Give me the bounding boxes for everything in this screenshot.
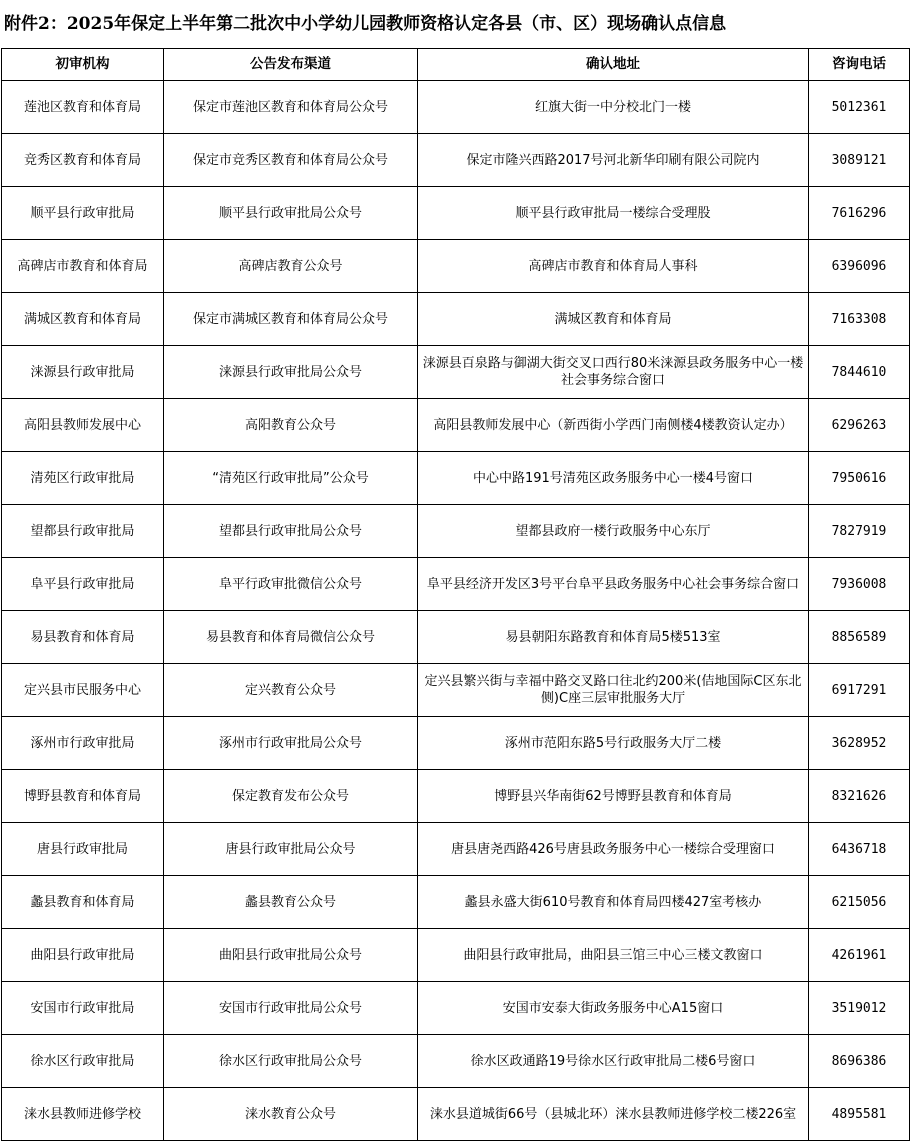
cell-reviewing-agency: 曲阳县行政审批局 (2, 929, 164, 982)
cell-announcement-channel: 易县教育和体育局微信公众号 (164, 611, 418, 664)
cell-reviewing-agency: 莲池区教育和体育局 (2, 81, 164, 134)
cell-phone: 7616296 (809, 187, 910, 240)
cell-confirmation-address: 阜平县经济开发区3号平台阜平县政务服务中心社会事务综合窗口 (418, 558, 809, 611)
cell-reviewing-agency: 定兴县市民服务中心 (2, 664, 164, 717)
header-confirmation-address: 确认地址 (418, 49, 809, 81)
header-announcement-channel: 公告发布渠道 (164, 49, 418, 81)
table-row (2, 929, 910, 982)
cell-reviewing-agency: 顺平县行政审批局 (2, 187, 164, 240)
cell-phone: 7844610 (809, 346, 910, 399)
cell-announcement-channel: 高碑店教育公众号 (164, 240, 418, 293)
table-row (2, 558, 910, 611)
cell-reviewing-agency: 徐水区行政审批局 (2, 1035, 164, 1088)
table-row (2, 1088, 910, 1141)
cell-announcement-channel: 唐县行政审批局公众号 (164, 823, 418, 876)
cell-phone: 8321626 (809, 770, 910, 823)
cell-confirmation-address: 曲阳县行政审批局，曲阳县三馆三中心三楼文教窗口 (418, 929, 809, 982)
cell-reviewing-agency: 满城区教育和体育局 (2, 293, 164, 346)
cell-reviewing-agency: 博野县教育和体育局 (2, 770, 164, 823)
cell-reviewing-agency: 竞秀区教育和体育局 (2, 134, 164, 187)
cell-phone: 7163308 (809, 293, 910, 346)
cell-confirmation-address: 顺平县行政审批局一楼综合受理股 (418, 187, 809, 240)
cell-phone: 8856589 (809, 611, 910, 664)
cell-confirmation-address: 红旗大街一中分校北门一楼 (418, 81, 809, 134)
table-row (2, 982, 910, 1035)
cell-phone: 6215056 (809, 876, 910, 929)
cell-confirmation-address: 中心中路191号清苑区政务服务中心一楼4号窗口 (418, 452, 809, 505)
cell-reviewing-agency: 唐县行政审批局 (2, 823, 164, 876)
cell-phone: 8696386 (809, 1035, 910, 1088)
cell-phone: 5012361 (809, 81, 910, 134)
cell-confirmation-address: 博野县兴华南街62号博野县教育和体育局 (418, 770, 809, 823)
cell-announcement-channel: 阜平行政审批微信公众号 (164, 558, 418, 611)
cell-reviewing-agency: 易县教育和体育局 (2, 611, 164, 664)
cell-reviewing-agency: 高碑店市教育和体育局 (2, 240, 164, 293)
cell-announcement-channel: 保定市莲池区教育和体育局公众号 (164, 81, 418, 134)
cell-confirmation-address: 易县朝阳东路教育和体育局5楼513室 (418, 611, 809, 664)
table-row (2, 823, 910, 876)
cell-confirmation-address: 徐水区政通路19号徐水区行政审批局二楼6号窗口 (418, 1035, 809, 1088)
cell-announcement-channel: 曲阳县行政审批局公众号 (164, 929, 418, 982)
cell-reviewing-agency: 清苑区行政审批局 (2, 452, 164, 505)
cell-announcement-channel: 涞源县行政审批局公众号 (164, 346, 418, 399)
cell-reviewing-agency: 涿州市行政审批局 (2, 717, 164, 770)
cell-confirmation-address: 保定市隆兴西路2017号河北新华印刷有限公司院内 (418, 134, 809, 187)
cell-announcement-channel: 保定教育发布公众号 (164, 770, 418, 823)
cell-announcement-channel: 安国市行政审批局公众号 (164, 982, 418, 1035)
cell-announcement-channel: 涿州市行政审批局公众号 (164, 717, 418, 770)
table-row (2, 664, 910, 717)
cell-confirmation-address: 望都县政府一楼行政服务中心东厅 (418, 505, 809, 558)
cell-confirmation-address: 涞源县百泉路与御湖大街交叉口西行80米涞源县政务服务中心一楼社会事务综合窗口 (418, 346, 809, 399)
cell-reviewing-agency: 望都县行政审批局 (2, 505, 164, 558)
table-row (2, 1035, 910, 1088)
cell-confirmation-address: 涞水县道城街66号（县城北环）涞水县教师进修学校二楼226室 (418, 1088, 809, 1141)
cell-phone: 4895581 (809, 1088, 910, 1141)
table-header-row (2, 49, 910, 81)
cell-reviewing-agency: 涞水县教师进修学校 (2, 1088, 164, 1141)
cell-confirmation-address: 蠡县永盛大街610号教育和体育局四楼427室考核办 (418, 876, 809, 929)
cell-announcement-channel: 涞水教育公众号 (164, 1088, 418, 1141)
table-row (2, 134, 910, 187)
cell-confirmation-address: 涿州市范阳东路5号行政服务大厅二楼 (418, 717, 809, 770)
cell-phone: 4261961 (809, 929, 910, 982)
cell-announcement-channel: 望都县行政审批局公众号 (164, 505, 418, 558)
cell-confirmation-address: 高碑店市教育和体育局人事科 (418, 240, 809, 293)
cell-reviewing-agency: 安国市行政审批局 (2, 982, 164, 1035)
cell-reviewing-agency: 阜平县行政审批局 (2, 558, 164, 611)
cell-announcement-channel: 高阳教育公众号 (164, 399, 418, 452)
table-row (2, 399, 910, 452)
cell-announcement-channel: 顺平县行政审批局公众号 (164, 187, 418, 240)
table-row (2, 505, 910, 558)
table-row (2, 240, 910, 293)
cell-phone: 3628952 (809, 717, 910, 770)
cell-announcement-channel: 保定市满城区教育和体育局公众号 (164, 293, 418, 346)
cell-phone: 3089121 (809, 134, 910, 187)
cell-announcement-channel: 保定市竞秀区教育和体育局公众号 (164, 134, 418, 187)
cell-confirmation-address: 满城区教育和体育局 (418, 293, 809, 346)
cell-announcement-channel: 定兴教育公众号 (164, 664, 418, 717)
table-row (2, 611, 910, 664)
cell-reviewing-agency: 高阳县教师发展中心 (2, 399, 164, 452)
cell-announcement-channel: 徐水区行政审批局公众号 (164, 1035, 418, 1088)
table-body (2, 81, 910, 1141)
page-title: 附件2：2025年保定上半年第二批次中小学幼儿园教师资格认定各县（市、区）现场确认点信息 (4, 14, 727, 34)
cell-phone: 6917291 (809, 664, 910, 717)
cell-confirmation-address: 安国市安泰大街政务服务中心A15窗口 (418, 982, 809, 1035)
table-row (2, 293, 910, 346)
table-row (2, 717, 910, 770)
cell-phone: 6396096 (809, 240, 910, 293)
table-header (2, 49, 910, 81)
cell-reviewing-agency: 涞源县行政审批局 (2, 346, 164, 399)
cell-phone: 7950616 (809, 452, 910, 505)
cell-phone: 7827919 (809, 505, 910, 558)
cell-phone: 6436718 (809, 823, 910, 876)
table-row (2, 452, 910, 505)
table-row (2, 346, 910, 399)
cell-announcement-channel: “清苑区行政审批局”公众号 (164, 452, 418, 505)
table-row (2, 876, 910, 929)
cell-confirmation-address: 唐县唐尧西路426号唐县政务服务中心一楼综合受理窗口 (418, 823, 809, 876)
cell-confirmation-address: 定兴县繁兴街与幸福中路交叉路口往北约200米(佶地国际C区东北侧)C座三层审批服务大厅 (418, 664, 809, 717)
cell-phone: 7936008 (809, 558, 910, 611)
cell-announcement-channel: 蠡县教育公众号 (164, 876, 418, 929)
cell-phone: 3519012 (809, 982, 910, 1035)
cell-reviewing-agency: 蠡县教育和体育局 (2, 876, 164, 929)
confirmation-points-table (1, 48, 910, 1141)
table-row (2, 770, 910, 823)
table-row (2, 81, 910, 134)
cell-confirmation-address: 高阳县教师发展中心（新西街小学西门南侧楼4楼教资认定办） (418, 399, 809, 452)
header-phone: 咨询电话 (809, 49, 910, 81)
header-reviewing-agency: 初审机构 (2, 49, 164, 81)
cell-phone: 6296263 (809, 399, 910, 452)
table-row (2, 187, 910, 240)
